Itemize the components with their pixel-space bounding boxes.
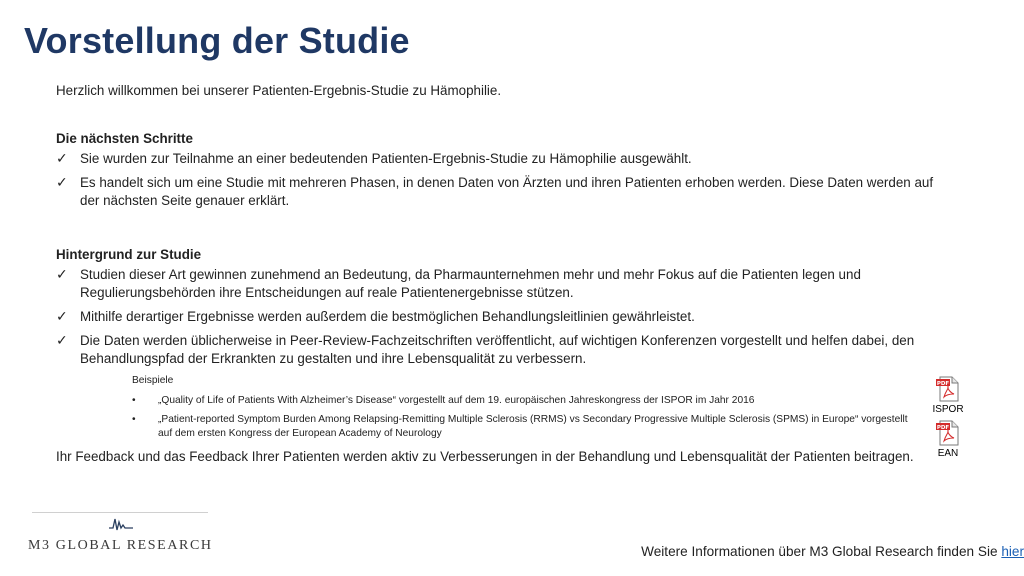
attachment-label: ISPOR bbox=[932, 404, 964, 415]
example-text: „Quality of Life of Patients With Alzheimer’s Disease“ vorgestellt auf dem 19. europäischen Jahreskongress der ISPOR im Jahr 2016 bbox=[158, 394, 755, 406]
examples-block bbox=[132, 374, 936, 440]
list-item bbox=[56, 308, 936, 326]
next-steps-heading: Die nächsten Schritte bbox=[56, 131, 193, 146]
intro-text: Herzlich willkommen bei unserer Patienten-Ergebnis-Studie zu Hämophilie. bbox=[56, 83, 502, 98]
checkmark-icon: ✓ bbox=[56, 267, 68, 283]
list-item-text: Mithilfe derartiger Ergebnisse werden außerdem die bestmöglichen Behandlungsleitlinien gewährleistet. bbox=[80, 309, 695, 324]
bullet-icon: • bbox=[132, 394, 136, 406]
example-text: „Patient-reported Symptom Burden Among Relapsing-Remitting Multiple Sclerosis (RRMS) vs Secondary Progressive Multiple Sclerosis (SPMS) in Europe“ vorgestellt auf dem ersten Kongress der European Academy of Neurology bbox=[158, 414, 908, 439]
footer-text: Weitere Informationen über M3 Global Research finden Sie bbox=[641, 544, 1002, 559]
attachment-label: EAN bbox=[937, 448, 959, 459]
checkmark-icon: ✓ bbox=[56, 333, 68, 349]
list-item bbox=[56, 150, 936, 168]
logo-divider bbox=[32, 512, 208, 513]
page-title: Vorstellung der Studie bbox=[24, 20, 410, 61]
footer bbox=[641, 544, 1024, 559]
checkmark-icon: ✓ bbox=[56, 309, 68, 325]
list-item bbox=[56, 266, 936, 302]
m3-logo bbox=[28, 512, 228, 556]
background-heading: Hintergrund zur Studie bbox=[56, 247, 202, 262]
example-item bbox=[132, 394, 918, 408]
logo-text: M3 GLOBAL RESEARCH bbox=[28, 538, 213, 553]
examples-title: Beispiele bbox=[132, 375, 174, 386]
svg-text:PDF: PDF bbox=[936, 424, 950, 431]
bullet-icon: • bbox=[132, 414, 136, 425]
list-item-text: Es handelt sich um eine Studie mit mehreren Phasen, in denen Daten von Ärzten und ihren Patienten erhoben werden. Diese Daten werden auf der nächsten Seite genauer erklärt. bbox=[80, 175, 934, 208]
checkmark-icon: ✓ bbox=[56, 151, 68, 167]
list-item-text: Die Daten werden üblicherweise in Peer-Review-Fachzeitschriften veröffentlicht, auf wichtigen Konferenzen vorgestellt und helfen dabei, den Behandlungspfad der Erkrankten zu gestalten und ihre Lebensqualität zu verbessern. bbox=[80, 333, 915, 366]
list-item-text: Sie wurden zur Teilnahme an einer bedeutenden Patienten-Ergebnis-Studie zu Hämophilie ausgewählt. bbox=[80, 151, 692, 166]
list-item-text: Studien dieser Art gewinnen zunehmend an Bedeutung, da Pharmaunternehmen mehr und mehr Fokus auf die Patienten legen und Regulierungsbehörden ihre Entscheidungen auf reale Patientenergebnisse stützen. bbox=[80, 267, 861, 300]
pdf-icon bbox=[935, 376, 961, 402]
main-content bbox=[56, 82, 936, 466]
pdf-icon bbox=[935, 420, 961, 446]
checkmark-icon: ✓ bbox=[56, 175, 68, 191]
feedback-text: Ihr Feedback und das Feedback Ihrer Patienten werden aktiv zu Verbesserungen in der Behandlung und Lebensqualität der Patienten beitragen. bbox=[56, 449, 914, 464]
attachment-ean[interactable] bbox=[930, 420, 966, 459]
list-item bbox=[56, 174, 936, 210]
footer-link[interactable]: hier bbox=[1001, 544, 1024, 559]
heartbeat-icon bbox=[108, 516, 134, 532]
example-item bbox=[132, 413, 918, 440]
svg-text:PDF: PDF bbox=[936, 380, 950, 387]
attachment-ispor[interactable] bbox=[930, 376, 966, 415]
list-item bbox=[56, 332, 936, 368]
